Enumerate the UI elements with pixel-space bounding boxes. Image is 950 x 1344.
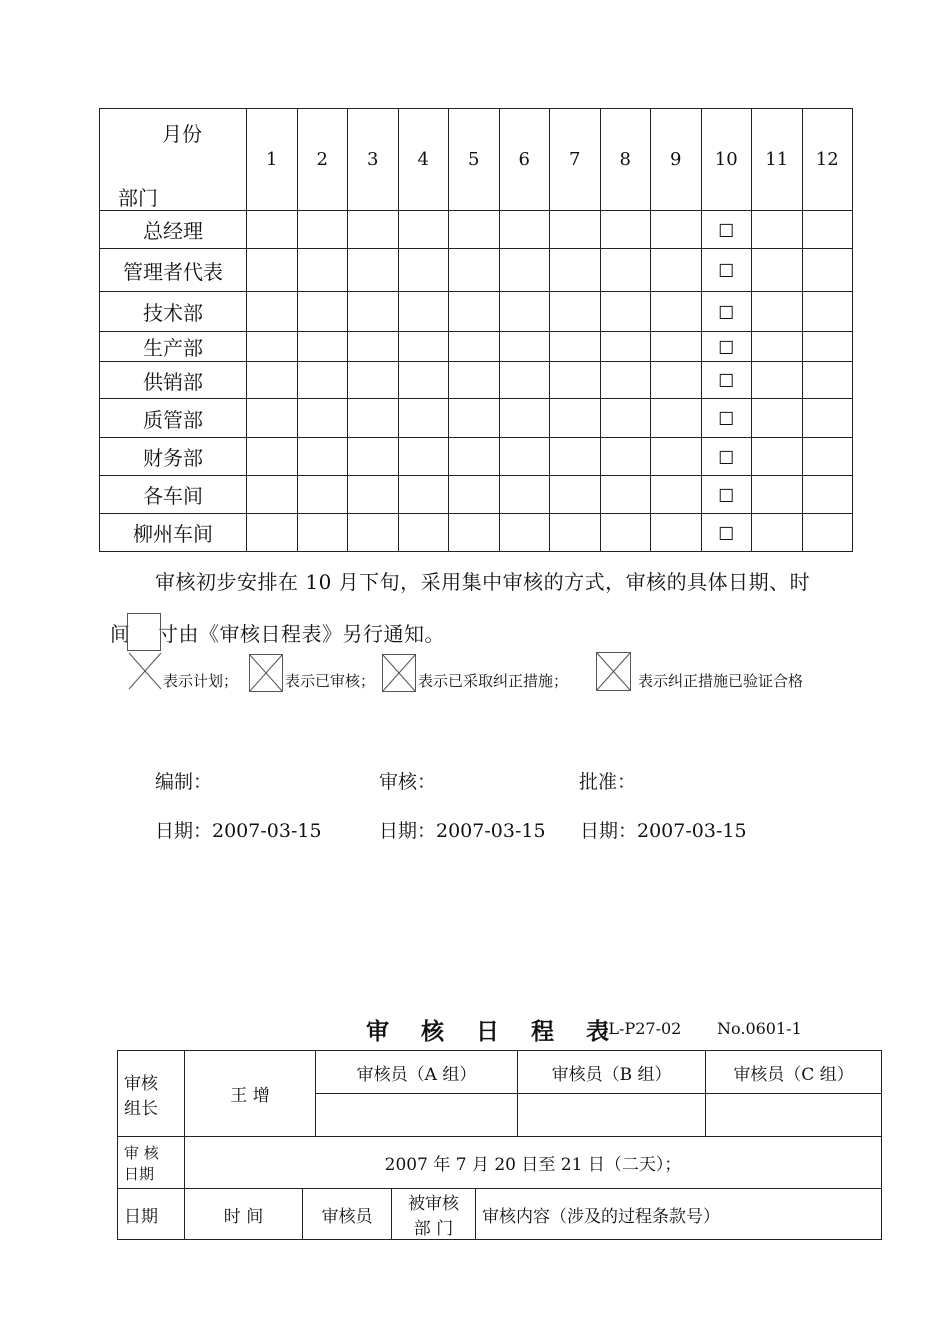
month-cell[interactable] <box>752 332 803 362</box>
checkbox-icon[interactable]: ☐ <box>718 523 735 545</box>
notice-line-2a: 间 <box>110 622 131 646</box>
reviewed-date: 日期：2007-03-15 <box>379 820 546 842</box>
month-cell[interactable] <box>701 332 752 362</box>
checkbox-icon[interactable]: ☐ <box>718 409 735 430</box>
month-cell[interactable] <box>701 438 752 476</box>
plan-row <box>100 249 853 292</box>
month-cell[interactable] <box>550 332 601 362</box>
group-b-members[interactable] <box>518 1094 706 1137</box>
overlap-box-icon <box>127 613 161 651</box>
legend-plan-text: 表示计划； <box>163 672 239 690</box>
dept-name: 技术部 <box>100 292 247 332</box>
month-cell[interactable] <box>752 292 803 332</box>
legend-corrective-text: 表示已采取纠正措施； <box>418 672 569 690</box>
month-cell[interactable] <box>449 292 500 332</box>
reviewed-label: 审核： <box>379 771 437 793</box>
plan-row <box>100 332 853 362</box>
month-cell[interactable] <box>752 476 803 514</box>
month-cell[interactable] <box>802 476 853 514</box>
month-cell[interactable] <box>752 249 803 292</box>
month-cell[interactable] <box>752 438 803 476</box>
month-cell[interactable] <box>752 399 803 438</box>
month-cell[interactable] <box>348 399 399 438</box>
checkbox-icon[interactable]: ☐ <box>718 447 735 469</box>
compiled-label: 编制： <box>155 771 213 793</box>
corrective-box-icon <box>382 654 416 692</box>
month-header: 9 <box>651 109 702 211</box>
month-cell[interactable] <box>449 476 500 514</box>
plan-row <box>100 292 853 332</box>
month-cell[interactable] <box>651 438 702 476</box>
col-dept-line-1: 被审核 <box>408 1194 459 1214</box>
audit-schedule-table <box>117 1050 882 1240</box>
month-cell[interactable] <box>651 476 702 514</box>
dept-name: 生产部 <box>100 332 247 362</box>
notice-line-2b: 寸由《审核日程表》另行通知。 <box>158 622 445 646</box>
month-cell[interactable] <box>348 362 399 399</box>
form-number: No.0601-1 <box>717 1019 802 1038</box>
month-cell[interactable] <box>348 476 399 514</box>
month-cell[interactable] <box>651 292 702 332</box>
month-cell[interactable] <box>247 399 298 438</box>
month-cell[interactable] <box>550 362 601 399</box>
month-cell[interactable] <box>600 332 651 362</box>
month-cell[interactable] <box>297 438 348 476</box>
checkbox-icon[interactable]: ☐ <box>718 337 735 359</box>
month-cell[interactable] <box>550 399 601 438</box>
month-cell[interactable] <box>297 476 348 514</box>
dept-name: 财务部 <box>100 438 247 476</box>
form-code: JL-P27-02 <box>602 1019 682 1038</box>
dept-name: 供销部 <box>100 362 247 399</box>
month-cell[interactable] <box>297 292 348 332</box>
month-cell[interactable] <box>348 514 399 552</box>
month-cell[interactable] <box>499 292 550 332</box>
month-cell[interactable] <box>247 332 298 362</box>
month-cell[interactable] <box>651 514 702 552</box>
month-cell[interactable] <box>550 211 601 249</box>
month-cell[interactable] <box>348 249 399 292</box>
month-cell[interactable] <box>499 476 550 514</box>
month-cell[interactable] <box>499 362 550 399</box>
month-cell[interactable] <box>398 438 449 476</box>
month-cell[interactable] <box>499 438 550 476</box>
leader-label-line-2: 组长 <box>124 1098 158 1119</box>
month-cell[interactable] <box>297 249 348 292</box>
month-cell[interactable] <box>600 399 651 438</box>
month-cell[interactable] <box>449 249 500 292</box>
month-cell[interactable] <box>802 211 853 249</box>
dept-name: 柳州车间 <box>100 514 247 552</box>
month-cell[interactable] <box>449 362 500 399</box>
checkbox-icon[interactable]: ☐ <box>718 261 735 282</box>
dept-name: 质管部 <box>100 399 247 438</box>
month-cell[interactable] <box>651 211 702 249</box>
month-cell[interactable] <box>651 249 702 292</box>
month-cell[interactable] <box>701 399 752 438</box>
col-dept-line-2: 部 门 <box>413 1219 454 1239</box>
month-cell[interactable] <box>651 399 702 438</box>
month-cell[interactable] <box>348 438 399 476</box>
verified-box-icon <box>596 652 631 691</box>
month-cell[interactable] <box>449 438 500 476</box>
plan-row <box>100 362 853 399</box>
month-cell[interactable] <box>398 249 449 292</box>
group-b-header: 审核员（B 组） <box>518 1051 706 1094</box>
month-header: 3 <box>348 109 399 211</box>
approved-date: 日期：2007-03-15 <box>580 820 747 842</box>
month-header: 11 <box>752 109 803 211</box>
dept-name: 各车间 <box>100 476 247 514</box>
month-cell[interactable] <box>600 292 651 332</box>
month-cell[interactable] <box>297 211 348 249</box>
month-cell[interactable] <box>247 211 298 249</box>
schedule-row-groups <box>118 1051 882 1094</box>
group-a-members[interactable] <box>316 1094 518 1137</box>
month-cell[interactable] <box>247 362 298 399</box>
plan-row <box>100 399 853 438</box>
month-cell[interactable] <box>651 332 702 362</box>
month-header: 1 <box>247 109 298 211</box>
month-header: 10 <box>701 109 752 211</box>
group-c-header: 审核员（C 组） <box>706 1051 882 1094</box>
month-cell[interactable] <box>701 249 752 292</box>
month-cell[interactable] <box>348 292 399 332</box>
month-header: 8 <box>600 109 651 211</box>
month-cell[interactable] <box>701 476 752 514</box>
month-cell[interactable] <box>348 332 399 362</box>
month-cell[interactable] <box>247 514 298 552</box>
month-cell[interactable] <box>398 514 449 552</box>
audit-date-label-cell <box>118 1137 185 1189</box>
leader-label-cell <box>118 1051 185 1137</box>
plan-row <box>100 438 853 476</box>
legend-verified-text: 表示纠正措施已验证合格 <box>638 672 804 690</box>
month-cell[interactable] <box>550 249 601 292</box>
col-content-header: 审核内容（涉及的过程条款号） <box>476 1189 882 1240</box>
month-header: 12 <box>802 109 853 211</box>
month-header: 4 <box>398 109 449 211</box>
month-cell[interactable] <box>802 332 853 362</box>
audit-plan-table <box>99 108 853 552</box>
month-cell[interactable] <box>701 514 752 552</box>
checkbox-icon[interactable]: ☐ <box>718 220 735 242</box>
month-cell[interactable] <box>802 399 853 438</box>
audit-date-value: 2007 年 7 月 20 日至 21 日（二天）； <box>185 1137 882 1189</box>
month-cell[interactable] <box>802 514 853 552</box>
month-cell[interactable] <box>550 438 601 476</box>
plan-row <box>100 476 853 514</box>
month-cell[interactable] <box>802 292 853 332</box>
month-header: 5 <box>449 109 500 211</box>
month-cell[interactable] <box>600 476 651 514</box>
month-cell[interactable] <box>752 362 803 399</box>
month-cell[interactable] <box>499 514 550 552</box>
month-cell[interactable] <box>247 476 298 514</box>
checkbox-icon[interactable]: ☐ <box>718 302 735 324</box>
month-cell[interactable] <box>398 292 449 332</box>
month-cell[interactable] <box>600 211 651 249</box>
month-header: 6 <box>499 109 550 211</box>
checkbox-icon[interactable]: ☐ <box>718 371 735 392</box>
month-cell[interactable] <box>449 211 500 249</box>
checkbox-icon[interactable]: ☐ <box>718 485 735 507</box>
month-cell[interactable] <box>499 332 550 362</box>
schedule-row-columns <box>118 1189 882 1240</box>
month-cell[interactable] <box>398 332 449 362</box>
month-cell[interactable] <box>449 514 500 552</box>
month-cell[interactable] <box>348 211 399 249</box>
month-cell[interactable] <box>752 211 803 249</box>
group-a-header: 审核员（A 组） <box>316 1051 518 1094</box>
col-time-header: 时 间 <box>185 1189 303 1240</box>
month-cell[interactable] <box>247 438 298 476</box>
notice-line-1: 审核初步安排在 10 月下旬，采用集中审核的方式，审核的具体日期、时 <box>155 570 811 594</box>
dept-name: 管理者代表 <box>100 249 247 292</box>
month-cell[interactable] <box>701 362 752 399</box>
audit-date-label-line-1: 审 核 <box>124 1143 159 1162</box>
month-cell[interactable] <box>297 332 348 362</box>
month-cell[interactable] <box>600 249 651 292</box>
month-cell[interactable] <box>499 399 550 438</box>
col-date-header: 日期 <box>118 1189 185 1240</box>
dept-name: 总经理 <box>100 211 247 249</box>
month-cell[interactable] <box>600 362 651 399</box>
leader-label-line-1: 审核 <box>124 1073 158 1094</box>
month-cell[interactable] <box>651 362 702 399</box>
month-header: 2 <box>297 109 348 211</box>
month-cell[interactable] <box>449 332 500 362</box>
month-cell[interactable] <box>297 399 348 438</box>
col-auditor-header: 审核员 <box>303 1189 392 1240</box>
month-cell[interactable] <box>550 476 601 514</box>
month-cell[interactable] <box>802 362 853 399</box>
leader-name: 王 增 <box>185 1051 316 1137</box>
approved-label: 批准： <box>579 771 637 793</box>
plan-header-row <box>100 109 853 211</box>
plan-cross-icon <box>127 651 163 691</box>
month-cell[interactable] <box>398 211 449 249</box>
plan-row <box>100 514 853 552</box>
month-cell[interactable] <box>297 362 348 399</box>
month-cell[interactable] <box>247 249 298 292</box>
month-cell[interactable] <box>398 476 449 514</box>
month-cell[interactable] <box>499 249 550 292</box>
month-cell[interactable] <box>449 399 500 438</box>
month-cell[interactable] <box>752 514 803 552</box>
schedule-row-date <box>118 1137 882 1189</box>
corner-cell <box>100 109 247 211</box>
legend-audited-text: 表示已审核； <box>285 672 376 690</box>
month-cell[interactable] <box>550 514 601 552</box>
month-cell[interactable] <box>701 292 752 332</box>
month-cell[interactable] <box>297 514 348 552</box>
compiled-date: 日期：2007-03-15 <box>155 820 322 842</box>
month-cell[interactable] <box>600 514 651 552</box>
group-c-members[interactable] <box>706 1094 882 1137</box>
col-dept-header <box>392 1189 476 1240</box>
plan-row <box>100 211 853 249</box>
audit-date-label-line-2: 日期 <box>124 1164 155 1183</box>
month-cell[interactable] <box>701 211 752 249</box>
schedule-title: 审 核 日 程 表 <box>366 1019 622 1045</box>
corner-month-label: 月份 <box>162 121 202 146</box>
month-cell[interactable] <box>550 292 601 332</box>
corner-dept-label: 部门 <box>118 185 158 210</box>
month-header: 7 <box>550 109 601 211</box>
month-cell[interactable] <box>499 211 550 249</box>
audited-box-icon <box>249 654 283 692</box>
month-cell[interactable] <box>398 362 449 399</box>
month-cell[interactable] <box>802 438 853 476</box>
month-cell[interactable] <box>398 399 449 438</box>
month-cell[interactable] <box>802 249 853 292</box>
month-cell[interactable] <box>600 438 651 476</box>
month-cell[interactable] <box>247 292 298 332</box>
